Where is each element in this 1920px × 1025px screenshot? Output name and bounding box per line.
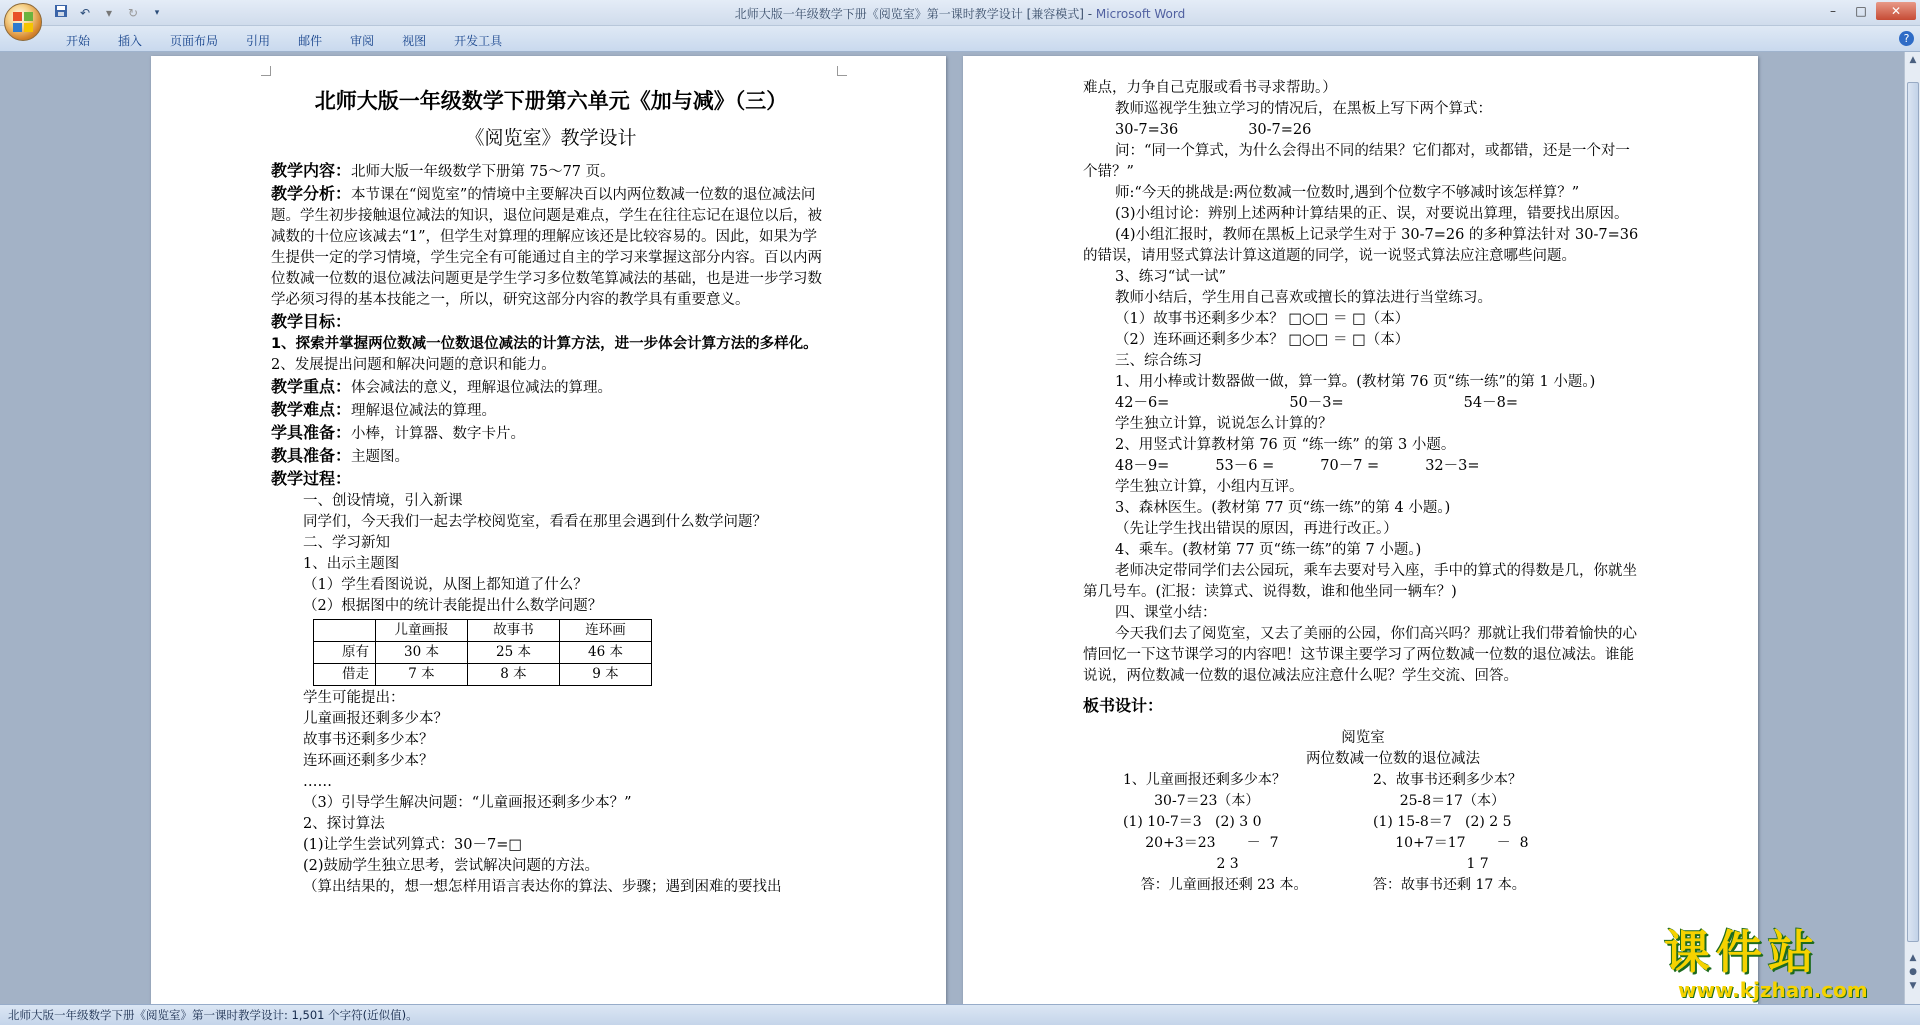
paragraph-tools bbox=[271, 422, 831, 445]
next-page-icon[interactable]: ▼ bbox=[1909, 981, 1917, 991]
formula: 30-7=36 bbox=[1115, 122, 1179, 138]
process-line: 二、学习新知 bbox=[303, 535, 390, 551]
window-title bbox=[0, 5, 1920, 22]
process-line: …… bbox=[303, 774, 332, 790]
select-browse-object-icon[interactable]: ● bbox=[1909, 967, 1917, 977]
doc-line bbox=[1083, 393, 1643, 414]
doc-line bbox=[1083, 456, 1643, 477]
process-line: (1)让学生尝试列算式：30－7=□ bbox=[303, 837, 523, 853]
paragraph-process-label bbox=[271, 468, 831, 491]
table-cell: 30 本 bbox=[376, 642, 468, 664]
process-line: 同学们，今天我们一起去学校阅览室，看看在那里会遇到什么数学问题？ bbox=[303, 514, 767, 530]
table-row bbox=[314, 664, 652, 686]
board-right-column: 2、故事书还剩多少本？ 25-8＝17（本） (1) 15-8＝7 (2) 2 5 10+7＝17 － 8 1 7 答：故事书还剩 17 本。 bbox=[1373, 772, 1529, 893]
doc-line: 1、用小棒或计数器做一做，算一算。(教材第 76 页“练一练”的第 1 小题。) bbox=[1115, 374, 1596, 390]
doc-line: 教师巡视学生独立学习的情况后，在黑板上写下两个算式： bbox=[1115, 101, 1492, 117]
process-line: 连环画还剩多少本？ bbox=[303, 753, 434, 769]
difficulty-text: 理解退位减法的算理。 bbox=[351, 403, 497, 419]
watermark-url: www.kjzhan.com bbox=[1678, 978, 1868, 1002]
table-cell bbox=[314, 620, 376, 642]
formula: 42－6= bbox=[1115, 395, 1170, 411]
paragraph-difficulty bbox=[271, 399, 831, 422]
document-title: 北师大版一年级数学下册第六单元《加与减》（三） bbox=[314, 88, 788, 113]
document-page-2[interactable] bbox=[963, 56, 1758, 1004]
process-line: 1、出示主题图 bbox=[303, 556, 400, 572]
table-header-row bbox=[314, 620, 652, 642]
board-design bbox=[1083, 722, 1643, 902]
paragraph-key bbox=[271, 376, 831, 399]
redo-icon[interactable]: ↻ bbox=[127, 6, 139, 20]
formula: 48－9= bbox=[1115, 458, 1170, 474]
doc-line: 2、用竖式计算教材第 76 页 “练一练” 的第 3 小题。 bbox=[1115, 437, 1456, 453]
label-process: 教学过程： bbox=[271, 469, 352, 488]
document-subtitle: 《阅览室》教学设计 bbox=[465, 127, 637, 149]
tab-references[interactable]: 引用 bbox=[246, 34, 271, 48]
doc-line: 学生独立计算，小组内互评。 bbox=[1115, 479, 1304, 495]
table-cell: 故事书 bbox=[468, 620, 560, 642]
close-icon[interactable]: ✕ bbox=[1876, 2, 1916, 20]
office-logo-icon bbox=[13, 12, 33, 32]
table-cell: 原有 bbox=[314, 642, 376, 664]
margin-corner bbox=[261, 66, 271, 76]
process-line: 一、创设情境，引入新课 bbox=[303, 493, 463, 509]
document-body-page-2[interactable] bbox=[1083, 78, 1643, 902]
goal-2: 2、发展提出问题和解决问题的意识和能力。 bbox=[271, 357, 556, 373]
tab-review[interactable]: 审阅 bbox=[350, 34, 375, 48]
label-difficulty: 教学难点： bbox=[271, 400, 352, 419]
board-title: 阅览室 bbox=[1341, 730, 1385, 746]
undo-icon[interactable]: ↶ bbox=[79, 6, 91, 20]
tab-view[interactable]: 视图 bbox=[402, 34, 427, 48]
table-cell: 借走 bbox=[314, 664, 376, 686]
doc-line: （2）连环画还剩多少本？ □○□ ＝ □（本） bbox=[1115, 332, 1410, 348]
table-cell: 25 本 bbox=[468, 642, 560, 664]
doc-line: 今天我们去了阅览室，又去了美丽的公园，你们高兴吗？那就让我们带着愉快的心情回忆一下这节课学习的内容吧！这节课主要学习了两位数减一位数的退位减法。谁能说说，两位数减一位数的退位减法应注意什么呢？学生交流、回答。 bbox=[1083, 626, 1637, 684]
dropdown-arrow-icon[interactable]: ▾ bbox=[105, 6, 113, 20]
board-heading bbox=[1083, 695, 1643, 718]
table-cell: 46 本 bbox=[560, 642, 652, 664]
office-button[interactable] bbox=[4, 3, 42, 41]
tools-text: 小棒，计算器、数字卡片。 bbox=[351, 426, 526, 442]
scrollbar-thumb[interactable] bbox=[1907, 82, 1919, 942]
tab-home[interactable]: 开始 bbox=[66, 34, 91, 48]
board-subtitle: 两位数减一位数的退位减法 bbox=[1306, 751, 1480, 767]
window-title-document: 北师大版一年级数学下册《阅览室》第一课时教学设计 [兼容模式] - bbox=[734, 7, 1096, 21]
process-line: （算出结果的，想一想怎样用语言表达你的算法、步骤；遇到困难的要找出 bbox=[303, 879, 782, 895]
goal-1: 1、探索并掌握两位数减一位数退位减法的计算方法，进一步体会计算方法的多样化。 bbox=[271, 336, 818, 352]
process-line: 学生可能提出： bbox=[303, 690, 405, 706]
doc-line: 难点，力争自己克服或看书寻求帮助。） bbox=[1083, 80, 1337, 96]
process-line: （1）学生看图说说，从图上都知道了什么？ bbox=[303, 577, 588, 593]
label-board: 板书设计： bbox=[1083, 696, 1164, 715]
doc-line: （1）故事书还剩多少本？ □○□ ＝ □（本） bbox=[1115, 311, 1410, 327]
doc-line: 三、综合练习 bbox=[1115, 353, 1202, 369]
label-teach-tools: 教具准备： bbox=[271, 446, 352, 465]
help-icon[interactable]: ? bbox=[1899, 31, 1914, 46]
content-text: 北师大版一年级数学下册第 75～77 页。 bbox=[351, 164, 615, 180]
table-cell: 儿童画报 bbox=[376, 620, 468, 642]
board-left-column: 1、儿童画报还剩多少本？ 30-7＝23（本） (1) 10-7＝3 (2) 3 0 20+3＝23 － 7 2 3 答：儿童画报还剩 23 本。 bbox=[1123, 772, 1308, 893]
tab-insert[interactable]: 插入 bbox=[118, 34, 143, 48]
doc-line: 师:“今天的挑战是:两位数减一位数时,遇到个位数字不够减时该怎样算？” bbox=[1115, 185, 1580, 201]
formula: 30-7=26 bbox=[1248, 122, 1312, 138]
table-cell: 8 本 bbox=[468, 664, 560, 686]
doc-line: 3、森林医生。(教材第 77 页“练一练”的第 4 小题。) bbox=[1115, 500, 1451, 516]
key-text: 体会减法的意义，理解退位减法的算理。 bbox=[351, 380, 613, 396]
process-line: (2)鼓励学生独立思考，尝试解决问题的方法。 bbox=[303, 858, 600, 874]
watermark-title: 课件站 bbox=[1664, 925, 1820, 979]
doc-line: 4、乘车。(教材第 77 页“练一练”的第 7 小题。) bbox=[1115, 542, 1422, 558]
table-cell: 连环画 bbox=[560, 620, 652, 642]
doc-line: 四、课堂小结： bbox=[1115, 605, 1217, 621]
doc-line: (4)小组汇报时，教师在黑板上记录学生对于 30-7=26 的多种算法针对 30-7=36 的错误，请用竖式算法计算这道题的同学，说一说竖式算法应注意哪些问题。 bbox=[1083, 227, 1639, 264]
title-bar bbox=[0, 0, 1920, 26]
minimize-icon[interactable]: – bbox=[1830, 4, 1836, 18]
table-cell: 7 本 bbox=[376, 664, 468, 686]
doc-line bbox=[1083, 120, 1643, 141]
doc-line: 学生独立计算，说说怎么计算的？ bbox=[1115, 416, 1333, 432]
ribbon-tabs bbox=[52, 30, 516, 51]
paragraph-content bbox=[271, 160, 831, 183]
tab-developer[interactable]: 开发工具 bbox=[454, 34, 503, 48]
process-line: 2、探讨算法 bbox=[303, 816, 385, 832]
paragraph-analysis bbox=[271, 183, 831, 311]
document-workspace bbox=[0, 52, 1904, 1004]
status-text: 北师大版一年级数学下册《阅览室》第一课时教学设计: 1,501 个字符(近似值)。 bbox=[8, 1008, 418, 1022]
site-watermark bbox=[1664, 926, 1916, 1006]
label-goal: 教学目标： bbox=[271, 312, 352, 331]
process-line: （3）引导学生解决问题：“儿童画报还剩多少本？” bbox=[303, 795, 632, 811]
process-line: 故事书还剩多少本？ bbox=[303, 732, 434, 748]
status-bar bbox=[0, 1004, 1920, 1025]
vertical-scrollbar[interactable] bbox=[1904, 52, 1920, 1004]
analysis-text: 本节课在“阅览室”的情境中主要解决百以内两位数减一位数的退位减法问题。学生初步接触退位减法的知识，退位问题是难点，学生在往往忘记在退位以后，被减数的十位应该减去“1”，但学生对算理的理解应该还是比较容易的。因此，如果为学生提供一定的学习情境，学生完全有可能通过自主的学习来掌握这部分内容。百以内两位数减一位数的退位减法问题更是学生学习多位数笔算减法的基础，也是进一步学习数学必须习得的基本技能之一，所以，研究这部分内容的教学具有重要意义。 bbox=[271, 187, 822, 308]
process-line: （2）根据图中的统计表能提出什么数学问题？ bbox=[303, 598, 603, 614]
teach-tools-text: 主题图。 bbox=[351, 449, 410, 465]
ribbon bbox=[0, 26, 1920, 52]
doc-line: 问：“同一个算式，为什么会得出不同的结果？它们都对，或都错，还是一个对一个错？” bbox=[1083, 143, 1630, 180]
doc-line: 老师决定带同学们去公园玩，乘车去要对号入座，手中的算式的得数是几，你就坐第几号车。(汇报：读算式、说得数，谁和他坐同一辆车？) bbox=[1083, 563, 1637, 600]
doc-line: （先让学生找出错误的原因，再进行改正。） bbox=[1115, 521, 1398, 537]
formula: 32－3= bbox=[1425, 458, 1480, 474]
document-page-1[interactable] bbox=[151, 56, 946, 1004]
paragraph-teach-tools bbox=[271, 445, 831, 468]
margin-corner bbox=[837, 66, 847, 76]
document-body-page-1[interactable] bbox=[271, 80, 831, 898]
formula: 53－6 = bbox=[1215, 458, 1275, 474]
doc-line: 教师小结后，学生用自己喜欢或擅长的算法进行当堂练习。 bbox=[1115, 290, 1492, 306]
scroll-up-icon[interactable]: ▲ bbox=[1909, 55, 1917, 65]
window-controls bbox=[1820, 2, 1916, 20]
formula: 70－7 = bbox=[1320, 458, 1380, 474]
window-title-app: Microsoft Word bbox=[1095, 7, 1186, 21]
table-cell: 9 本 bbox=[560, 664, 652, 686]
customize-toolbar-icon[interactable]: ▾ bbox=[154, 8, 160, 18]
doc-line: (3)小组讨论：辨别上述两种计算结果的正、误，对要说出算理，错要找出原因。 bbox=[1115, 206, 1629, 222]
tab-mailings[interactable]: 邮件 bbox=[298, 34, 323, 48]
previous-page-icon[interactable]: ▲ bbox=[1909, 953, 1917, 963]
tab-page-layout[interactable]: 页面布局 bbox=[170, 34, 219, 48]
formula: 50－3= bbox=[1289, 395, 1344, 411]
label-tools: 学具准备： bbox=[271, 423, 352, 442]
paragraph-goal-label bbox=[271, 311, 831, 334]
label-key: 教学重点： bbox=[271, 377, 352, 396]
label-content: 教学内容： bbox=[271, 161, 352, 180]
doc-line: 3、练习“试一试” bbox=[1115, 269, 1227, 285]
formula: 54－8= bbox=[1463, 395, 1518, 411]
stats-table bbox=[313, 619, 652, 686]
process-line: 儿童画报还剩多少本？ bbox=[303, 711, 448, 727]
table-row bbox=[314, 642, 652, 664]
label-analysis: 教学分析： bbox=[271, 184, 352, 203]
maximize-icon[interactable]: □ bbox=[1855, 4, 1867, 18]
